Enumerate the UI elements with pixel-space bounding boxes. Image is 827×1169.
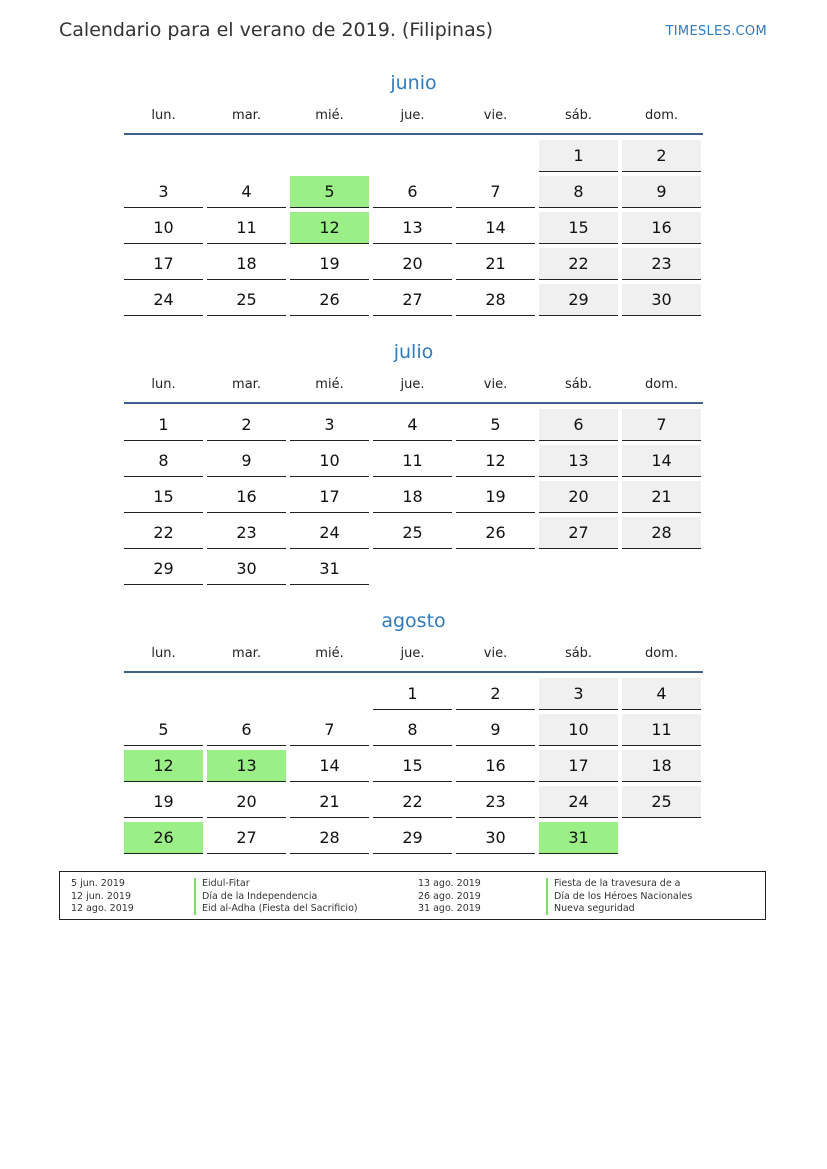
- day-cell: 25: [373, 517, 452, 549]
- day-cell: 5: [456, 409, 535, 441]
- day-cell: 2: [456, 678, 535, 710]
- day-cell: 30: [622, 284, 701, 316]
- day-cell: 20: [539, 481, 618, 513]
- legend-names-left: [202, 878, 358, 916]
- weekday-label: lun.: [151, 108, 176, 123]
- day-cell: 12: [456, 445, 535, 477]
- holiday-day-cell: 12: [124, 750, 203, 782]
- day-cell: 10: [290, 445, 369, 477]
- legend-holiday-name: Día de los Héroes Nacionales: [554, 890, 693, 902]
- empty-cell: [290, 678, 369, 710]
- holiday-legend: [59, 871, 766, 920]
- legend-date: 26 ago. 2019: [418, 890, 481, 902]
- day-cell: 24: [124, 284, 203, 316]
- legend-date: 5 jun. 2019: [71, 878, 125, 889]
- weekday-label: vie.: [483, 377, 508, 392]
- day-cell: 27: [207, 822, 286, 854]
- day-cell: 1: [124, 409, 203, 441]
- day-cell: 1: [539, 140, 618, 172]
- day-cell: 14: [290, 750, 369, 782]
- legend-date: 31 ago. 2019: [418, 903, 481, 914]
- day-cell: 25: [207, 284, 286, 316]
- weekday-label: mié.: [315, 108, 344, 123]
- day-cell: 15: [124, 481, 203, 513]
- day-cell: 28: [456, 284, 535, 316]
- legend-names-right: [554, 878, 692, 916]
- day-cell: 3: [124, 176, 203, 208]
- legend-dates-left: [71, 878, 134, 916]
- day-cell: 31: [290, 553, 369, 585]
- legend-holiday-name: Nueva seguridad: [554, 903, 635, 914]
- day-grid: [124, 140, 703, 316]
- weekday-label: dom.: [644, 108, 678, 123]
- header-divider: [124, 671, 703, 673]
- day-cell: 16: [207, 481, 286, 513]
- legend-date: 12 jun. 2019: [71, 890, 132, 902]
- weekday-label: vie.: [483, 108, 508, 123]
- weekday-label: mar.: [232, 646, 261, 661]
- day-cell: 29: [539, 284, 618, 316]
- day-cell: 19: [456, 481, 535, 513]
- day-cell: 22: [124, 517, 203, 549]
- day-cell: 4: [207, 176, 286, 208]
- day-cell: 16: [622, 212, 701, 244]
- weekday-label: sáb.: [564, 377, 593, 392]
- day-cell: 2: [622, 140, 701, 172]
- day-cell: 29: [124, 553, 203, 585]
- day-cell: 6: [373, 176, 452, 208]
- day-cell: 13: [373, 212, 452, 244]
- legend-dates-right: [418, 878, 481, 916]
- legend-holiday-name: Fiesta de la travesura de a: [554, 878, 681, 889]
- day-cell: 25: [622, 786, 701, 818]
- day-cell: 27: [539, 517, 618, 549]
- weekday-header: [124, 375, 703, 395]
- day-grid: [124, 678, 703, 854]
- day-cell: 17: [290, 481, 369, 513]
- day-cell: 18: [373, 481, 452, 513]
- legend-color-bar: [546, 878, 548, 915]
- day-cell: 30: [207, 553, 286, 585]
- legend-color-bar: [194, 878, 196, 915]
- day-cell: 3: [290, 409, 369, 441]
- month-name: agosto: [381, 610, 446, 632]
- weekday-label: sáb.: [564, 108, 593, 123]
- weekday-label: dom.: [644, 646, 678, 661]
- empty-cell: [124, 678, 203, 710]
- weekday-header: [124, 106, 703, 126]
- day-cell: 3: [539, 678, 618, 710]
- day-cell: 26: [456, 517, 535, 549]
- day-cell: 7: [290, 714, 369, 746]
- page-title: Calendario para el verano de 2019. (Filipinas): [59, 19, 494, 41]
- day-cell: 29: [373, 822, 452, 854]
- holiday-day-cell: 26: [124, 822, 203, 854]
- day-cell: 7: [622, 409, 701, 441]
- day-cell: 1: [373, 678, 452, 710]
- day-cell: 4: [373, 409, 452, 441]
- day-cell: 21: [290, 786, 369, 818]
- legend-holiday-name: Eid al-Adha (Fiesta del Sacrificio): [202, 903, 358, 914]
- day-cell: 19: [124, 786, 203, 818]
- day-cell: 7: [456, 176, 535, 208]
- day-cell: 8: [124, 445, 203, 477]
- day-cell: 16: [456, 750, 535, 782]
- weekday-label: mié.: [315, 646, 344, 661]
- day-cell: 23: [207, 517, 286, 549]
- weekday-label: jue.: [400, 108, 425, 123]
- day-cell: 28: [622, 517, 701, 549]
- day-cell: 17: [539, 750, 618, 782]
- empty-cell: [207, 678, 286, 710]
- day-cell: 10: [124, 212, 203, 244]
- weekday-label: mar.: [232, 108, 261, 123]
- legend-holiday-name: Día de la Independencia: [202, 890, 318, 902]
- day-cell: 28: [290, 822, 369, 854]
- day-cell: 18: [622, 750, 701, 782]
- weekday-label: sáb.: [564, 646, 593, 661]
- empty-cell: [124, 140, 203, 172]
- day-cell: 18: [207, 248, 286, 280]
- day-cell: 13: [539, 445, 618, 477]
- day-cell: 20: [373, 248, 452, 280]
- weekday-label: jue.: [400, 646, 425, 661]
- day-cell: 4: [622, 678, 701, 710]
- day-cell: 26: [290, 284, 369, 316]
- holiday-day-cell: 5: [290, 176, 369, 208]
- empty-cell: [207, 140, 286, 172]
- month-name: junio: [390, 72, 437, 94]
- day-cell: 23: [622, 248, 701, 280]
- day-cell: 11: [622, 714, 701, 746]
- day-cell: 9: [207, 445, 286, 477]
- weekday-label: lun.: [151, 646, 176, 661]
- weekday-label: jue.: [400, 377, 425, 392]
- day-cell: 14: [456, 212, 535, 244]
- day-cell: 11: [373, 445, 452, 477]
- day-cell: 8: [539, 176, 618, 208]
- weekday-label: dom.: [644, 377, 678, 392]
- month-calendar-agosto: [124, 608, 703, 854]
- header-divider: [124, 402, 703, 404]
- day-cell: 21: [456, 248, 535, 280]
- day-cell: 30: [456, 822, 535, 854]
- day-cell: 15: [539, 212, 618, 244]
- weekday-label: mar.: [232, 377, 261, 392]
- empty-cell: [456, 140, 535, 172]
- weekday-label: mié.: [315, 377, 344, 392]
- legend-holiday-name: Eidul-Fitar: [202, 878, 250, 889]
- holiday-day-cell: 31: [539, 822, 618, 854]
- day-cell: 22: [539, 248, 618, 280]
- day-cell: 10: [539, 714, 618, 746]
- day-cell: 17: [124, 248, 203, 280]
- day-cell: 9: [622, 176, 701, 208]
- month-name: julio: [393, 341, 434, 363]
- legend-date: 13 ago. 2019: [418, 878, 481, 889]
- month-calendar-junio: [124, 70, 703, 316]
- day-grid: [124, 409, 703, 585]
- day-cell: 23: [456, 786, 535, 818]
- day-cell: 20: [207, 786, 286, 818]
- day-cell: 8: [373, 714, 452, 746]
- month-calendar-julio: [124, 339, 703, 585]
- day-cell: 9: [456, 714, 535, 746]
- day-cell: 14: [622, 445, 701, 477]
- weekday-label: lun.: [151, 377, 176, 392]
- day-cell: 2: [207, 409, 286, 441]
- empty-cell: [290, 140, 369, 172]
- day-cell: 24: [290, 517, 369, 549]
- day-cell: 5: [124, 714, 203, 746]
- holiday-day-cell: 13: [207, 750, 286, 782]
- day-cell: 21: [622, 481, 701, 513]
- legend-date: 12 ago. 2019: [71, 903, 134, 914]
- weekday-header: [124, 644, 703, 664]
- day-cell: 22: [373, 786, 452, 818]
- empty-cell: [373, 140, 452, 172]
- holiday-day-cell: 12: [290, 212, 369, 244]
- header-divider: [124, 133, 703, 135]
- weekday-label: vie.: [483, 646, 508, 661]
- day-cell: 6: [539, 409, 618, 441]
- brand-logo-text[interactable]: TIMESLES.COM: [665, 24, 767, 39]
- day-cell: 6: [207, 714, 286, 746]
- day-cell: 15: [373, 750, 452, 782]
- day-cell: 11: [207, 212, 286, 244]
- day-cell: 19: [290, 248, 369, 280]
- day-cell: 24: [539, 786, 618, 818]
- day-cell: 27: [373, 284, 452, 316]
